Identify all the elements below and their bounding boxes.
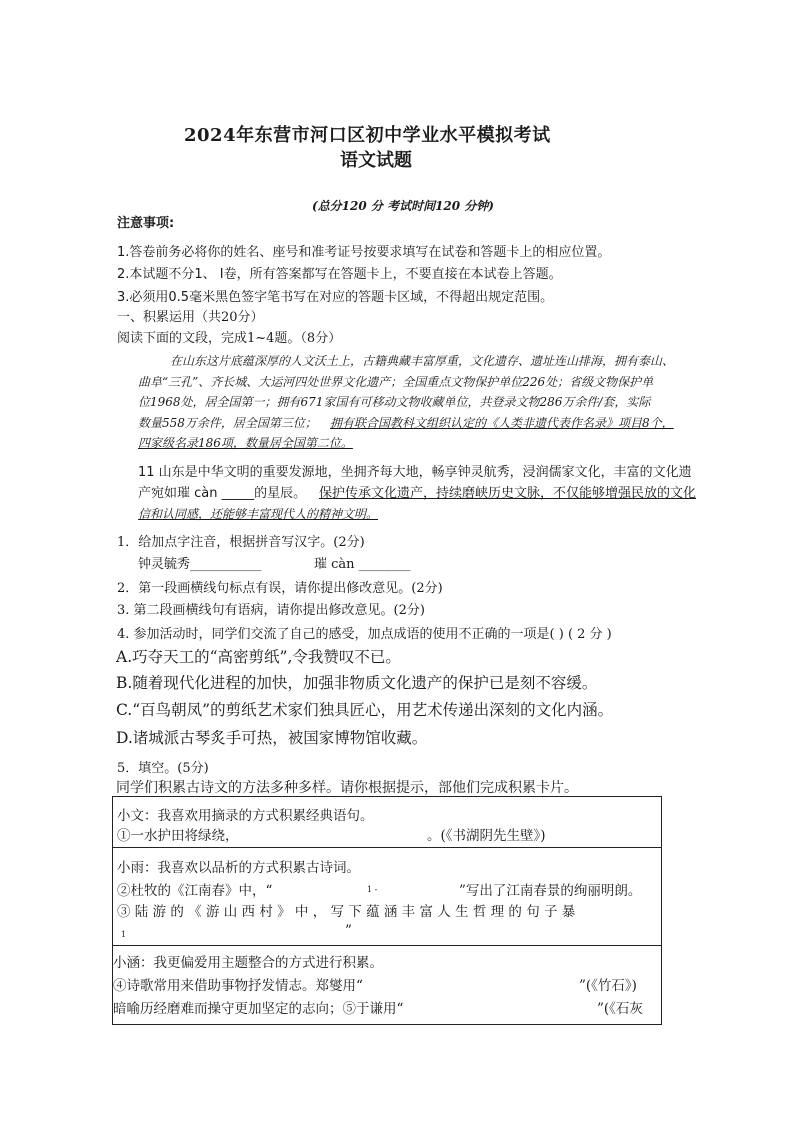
option-d: D.诸城派古琴炙手可热，被国家博物馆收藏。 (116, 729, 428, 747)
xiaoyu-line-3: ③ 陆 游 的 《 游 山 西 村 》 中 ， 写 下 蕴 涵 丰 富 人 生 哲 理 的 句 子 暴 (117, 904, 576, 920)
accumulation-card (112, 796, 662, 1025)
xiaoyu-line-4b: ” (345, 923, 352, 939)
para2-line-1: 11 山东是中华文明的重要发源地，坐拥齐每大地，畅享钟灵航秀，浸润儒家文化，丰富的文化遗 (138, 465, 692, 480)
notice-heading: 注意事项: (117, 216, 175, 231)
exam-title: 2024年东营市河口区初中学业水平模拟考试 (184, 125, 551, 146)
passage-line-2: 曲阜“三孔”、齐长城、大运河四处世界文化遗产；全国重点文物保护单位226处；省级文物保护单 (138, 375, 654, 389)
xiaowen-line-2b: 。(《书湖阴先生壁》) (427, 828, 546, 844)
xiaoyu-line-4-mark: 1 (121, 930, 127, 939)
xiaoyu-line-2-mark: 1 - (367, 885, 378, 894)
question-1: 1．给加点字注音，根据拼音写汉字。(2分) (117, 535, 365, 550)
option-b: B.随着现代化进程的加快，加强非物质文化遗产的保护已是刻不容缓。 (116, 674, 598, 692)
question-2: 2．第一段画横线句标点有误，请你提出修改意见。(2分) (117, 581, 443, 596)
question-4: 4. 参加活动时，同学们交流了自己的感受，加点成语的使用不正确的一项是( ) ( 2 分 ) (117, 627, 612, 642)
underlined-sentence-1-cont: 四家级名录186项，数量居全国第二位。 (138, 436, 353, 450)
section-heading: 一、积累运用（共20分） (117, 310, 264, 325)
xiaowen-line-2a: ①一水护田将绿绕， (117, 828, 239, 844)
notice-item-3: 3.必须用0.5毫米黑色签字笔书写在对应的答题卡区域，不得超出规定范围。 (117, 290, 554, 305)
option-a: A.巧夺天工的“高密剪纸”,令我赞叹不已。 (116, 648, 401, 666)
question-1-blank-b: 璀 càn ________ (314, 557, 411, 572)
xiaohan-line-2a: ④诗歌常用来借助事物抒发情志。郑燮用“ (113, 978, 363, 994)
xiaowen-line-1: 小文：我喜欢用摘录的方式积累经典语句。 (117, 808, 374, 824)
passage-instruction: 阅读下面的文段，完成1~4题。（8分） (117, 331, 342, 346)
exam-subtitle: 语文试题 (340, 150, 412, 171)
option-c: C.“百鸟朝凤”的剪纸艺术家们独具匠心，用艺术传递出深刻的文化内涵。 (116, 701, 614, 719)
passage-line-3: 位1968处，居全国第一；拥有671家国有可移动文物收藏单位，共登录文物286万余件/套，实际 (138, 395, 651, 409)
question-5: 5．填空。(5分) (117, 761, 209, 776)
question-5-intro: 同学们积累古诗文的方法多种多样。请你根据提示，部他们完成积累卡片。 (116, 780, 578, 796)
xiaohan-line-1: 小涵：我更偏爱用主题整合的方式进行积累。 (113, 955, 383, 971)
xiaohan-line-3b: ”(《石灰 (597, 1001, 643, 1017)
xiaoyu-line-2b: ”写出了江南春景的绚丽明朗。 (459, 883, 642, 899)
question-3: 3. 第二段画横线句有语病，请你提出修改意见。(2分) (117, 603, 425, 618)
xiaoyu-line-1: 小雨：我喜欢以品析的方式积累古诗词。 (117, 860, 360, 876)
xiaoyu-line-2a: ②杜牧的《江南春》中，“ (117, 883, 273, 899)
card-section-xiaohan (113, 945, 661, 1024)
passage-line-4: 数量558万余件，居全国第三位； (138, 416, 317, 430)
score-time-note: (总分120 分 考试时间120 分钟) (312, 199, 494, 213)
underlined-sentence-1: 拥有联合国教科文组织认定的《人类非遗代表作名录》项目8个， (330, 416, 674, 430)
notice-item-2: 2.本试题不分1、 Ⅰ卷，所有答案都写在答题卡上，不要直接在本试卷上答题。 (117, 267, 562, 282)
card-section-xiaowen (113, 797, 661, 847)
card-section-xiaoyu (113, 847, 661, 945)
notice-item-1: 1.答卷前务必将你的姓名、座号和准考证号按要求填写在试卷和答题卡上的相应位置。 (117, 245, 611, 260)
underlined-sentence-2-cont: 信和认同感，还能够丰富现代人的精神文明。 (138, 507, 379, 521)
underlined-sentence-2: 保护传承文化遗产，持续磨峡历史文脉，不仅能够增强民放的文化 (319, 486, 697, 501)
passage-line-1: 在山东这片底蕴深厚的人文沃土上，古籍典藏丰富厚重，文化遗存、遗址连山排海，拥有泰山、 (170, 354, 675, 368)
para2-line-2: 产宛如璀 càn _____的星辰。 (138, 486, 307, 501)
xiaohan-line-3a: 暗喻历经磨难而操守更加坚定的志向；⑤于谦用“ (113, 1001, 404, 1017)
question-1-blank-a: 钟灵毓秀___________ (138, 557, 262, 572)
xiaohan-line-2b: ”(《竹石》) (579, 978, 637, 994)
